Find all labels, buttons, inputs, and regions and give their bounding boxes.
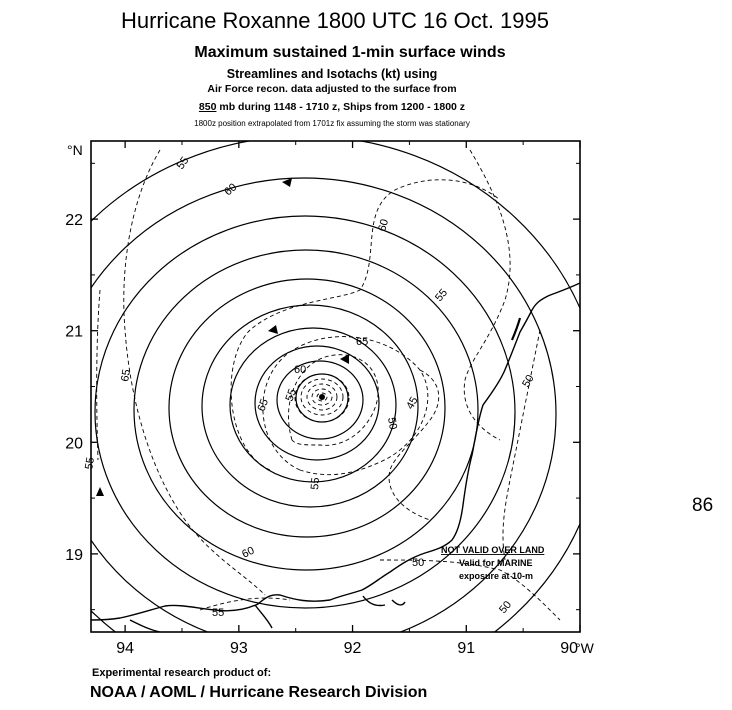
lat-tick-label: 22 (65, 212, 83, 230)
isotach (464, 150, 510, 440)
isotach-label: 65 (356, 336, 369, 348)
streamline-arrows (96, 178, 349, 496)
subtitle-note: 1800z position extrapolated from 1701z fix assuming the storm was stationary (194, 119, 470, 128)
isotach (389, 370, 439, 520)
overland-note (441, 545, 545, 581)
page-title: Hurricane Roxanne 1800 UTC 16 Oct. 1995 (120, 8, 549, 33)
overland-note-line3: exposure at 10-m (459, 571, 534, 581)
isotach (231, 180, 500, 470)
isotach-label: 60 (294, 364, 307, 376)
subtitle: Maximum sustained 1-min surface winds (194, 44, 506, 61)
side-number: 86 (692, 495, 714, 516)
coastline-detail (392, 600, 405, 605)
coastline-detail (255, 605, 272, 628)
lon-tick-label: 92 (343, 640, 362, 657)
isotach (124, 150, 265, 595)
subtitle-line2: Streamlines and Isotachs (kt) using (226, 67, 438, 81)
lon-tick-label: 91 (457, 640, 476, 657)
streamlines (7, 136, 603, 696)
overland-note-line1: NOT VALID OVER LAND (441, 545, 545, 555)
isotach-label: 55 (283, 387, 300, 404)
coastline-mexico (91, 283, 580, 620)
level-value: 850 (198, 101, 217, 113)
isotach-label: 60 (222, 181, 240, 199)
level-rest: mb during 1148 - 1710 z, Ships from 1200 - 1800 z (216, 101, 466, 113)
isotach-label: 50 (520, 372, 537, 390)
isotach-label: 50 (497, 598, 515, 616)
overland-note-line2: Valid for MARINE (459, 558, 533, 568)
lon-tick-label: 94 (116, 640, 135, 657)
isotach-label: 55 (174, 154, 192, 172)
isotach-label: 65 (255, 397, 272, 414)
lat-unit-label: °N (67, 142, 83, 158)
isotach-label: 55 (433, 286, 451, 304)
isotach-label: 55 (309, 477, 323, 491)
isotach-label: 55 (212, 607, 225, 619)
isotach-label: 60 (240, 544, 257, 561)
lon-tick-label: 90 (560, 640, 578, 657)
isotach-label: 65 (119, 368, 134, 383)
isotach-label: 50 (412, 557, 425, 569)
flow-arrow (268, 325, 278, 334)
storm-center-marker (319, 394, 325, 400)
credit-line2: NOAA / AOML / Hurricane Research Division (90, 684, 428, 701)
credit-line1: Experimental research product of: (92, 667, 272, 679)
lon-unit-label: °W (575, 640, 594, 656)
isotach-label: 45 (404, 394, 421, 412)
flow-arrow (96, 487, 104, 496)
lat-tick-label: 19 (65, 546, 83, 564)
isotach-label: 60 (376, 217, 392, 233)
lat-tick-label: 21 (65, 323, 83, 341)
isotach (380, 560, 560, 620)
map-content (7, 136, 603, 696)
lat-tick-label: 20 (65, 435, 83, 453)
flow-arrow (340, 354, 349, 364)
lon-tick-label: 93 (229, 640, 248, 657)
isotach-label: 50 (385, 416, 399, 431)
coastline-detail (130, 620, 160, 632)
streamline (255, 346, 379, 460)
isotach-label: 55 (83, 456, 98, 471)
subtitle-line3: Air Force recon. data adjusted to the surface from (207, 83, 457, 95)
streamline (202, 305, 418, 507)
streamline (169, 279, 445, 537)
